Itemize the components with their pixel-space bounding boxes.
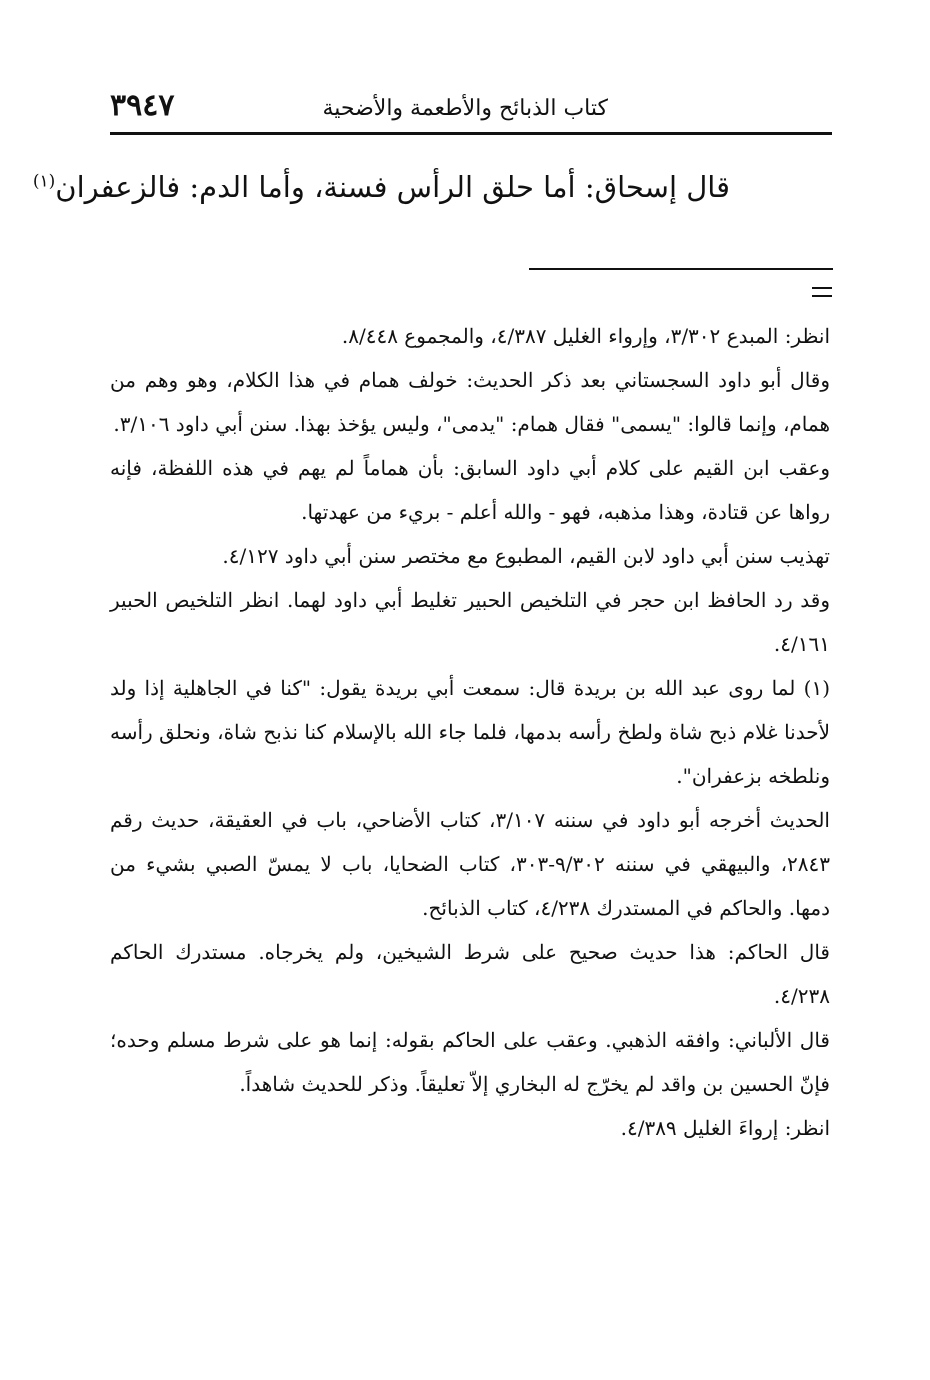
header-rule	[110, 132, 832, 135]
footnote-1-marker: (١)	[803, 676, 830, 700]
footnote-paragraph: تهذيب سنن أبي داود لابن القيم، المطبوع مع مختصر سنن أبي داود ٤/١٢٧.	[222, 544, 830, 568]
footnote-paragraph: وعقب ابن القيم على كلام أبي داود السابق: بأن هماماً لم يهم في هذه اللفظة، فإنه رواها عن قتادة، وهذا مذهبه، فهو - والله أعلم - بريء من عهدتها.	[110, 456, 830, 524]
continuation-mark	[812, 285, 832, 295]
footnote-paragraph: انظر: المبدع ٣/٣٠٢، وإرواء الغليل ٤/٣٨٧، والمجموع ٨/٤٤٨.	[341, 324, 830, 348]
footnote-paragraph: وقد رد الحافظ ابن حجر في التلخيص الحبير تغليط أبي داود لهما. انظر التلخيص الحبير ٤/١٦١.	[110, 588, 830, 656]
page-header	[110, 88, 830, 128]
footnote-paragraph: الحديث أخرجه أبو داود في سننه ٣/١٠٧، كتاب الأضاحي، باب في العقيقة، حديث رقم ٢٨٤٣، والبيهقي في سننه ٩/٣٠٢-٣٠٣، كتاب الضحايا، باب لا يمسّ الصبي بشيء من دمها. والحاكم في المستدرك ٤/٢٣٨، كتاب الذبائح.	[110, 808, 830, 920]
footnote-1	[110, 666, 830, 1150]
footnote-1-text: لما روى عبد الله بن بريدة قال: سمعت أبي بريدة يقول: "كنا في الجاهلية إذا ولد لأحدنا غلام ذبح شاة ولطخ رأسه بدمها، فلما جاء الله بالإسلام كنا نذبح شاة، ونحلق رأسه ونلطخه بزعفران".	[110, 676, 830, 788]
page-number: ٣٩٤٧	[110, 88, 175, 123]
footnote-paragraph: قال الحاكم: هذا حديث صحيح على شرط الشيخين، ولم يخرجاه. مستدرك الحاكم ٤/٢٣٨.	[110, 940, 830, 1008]
footnote-paragraph: انظر: إرواءَ الغليل ٤/٣٨٩.	[620, 1116, 830, 1140]
footnote-1-first-paragraph	[110, 666, 830, 798]
footnotes	[110, 314, 830, 1150]
footnote-paragraph: قال الألباني: وافقه الذهبي. وعقب على الحاكم بقوله: إنما هو على شرط مسلم وحده؛ فإنّ الحسين بن واقد لم يخرّج له البخاري إلاّ تعليقاً. وذكر للحديث شاهداً.	[110, 1028, 830, 1096]
footnote-reference: (١)	[32, 171, 56, 192]
running-title: كتاب الذبائح والأطعمة والأضحية	[322, 96, 608, 121]
footnote-paragraph: وقال أبو داود السجستاني بعد ذكر الحديث: خولف همام في هذا الكلام، وهو وهم من همام، وإنما قالوا: "يسمى" فقال همام: "يدمى"، وليس يؤخذ بهذا. سنن أبي داود ٣/١٠٦.	[110, 368, 831, 436]
main-text	[33, 170, 730, 204]
main-text-body: قال إسحاق: أما حلق الرأس فسنة، وأما الدم: فالزعفران	[55, 170, 730, 204]
footnote-separator	[529, 268, 833, 270]
